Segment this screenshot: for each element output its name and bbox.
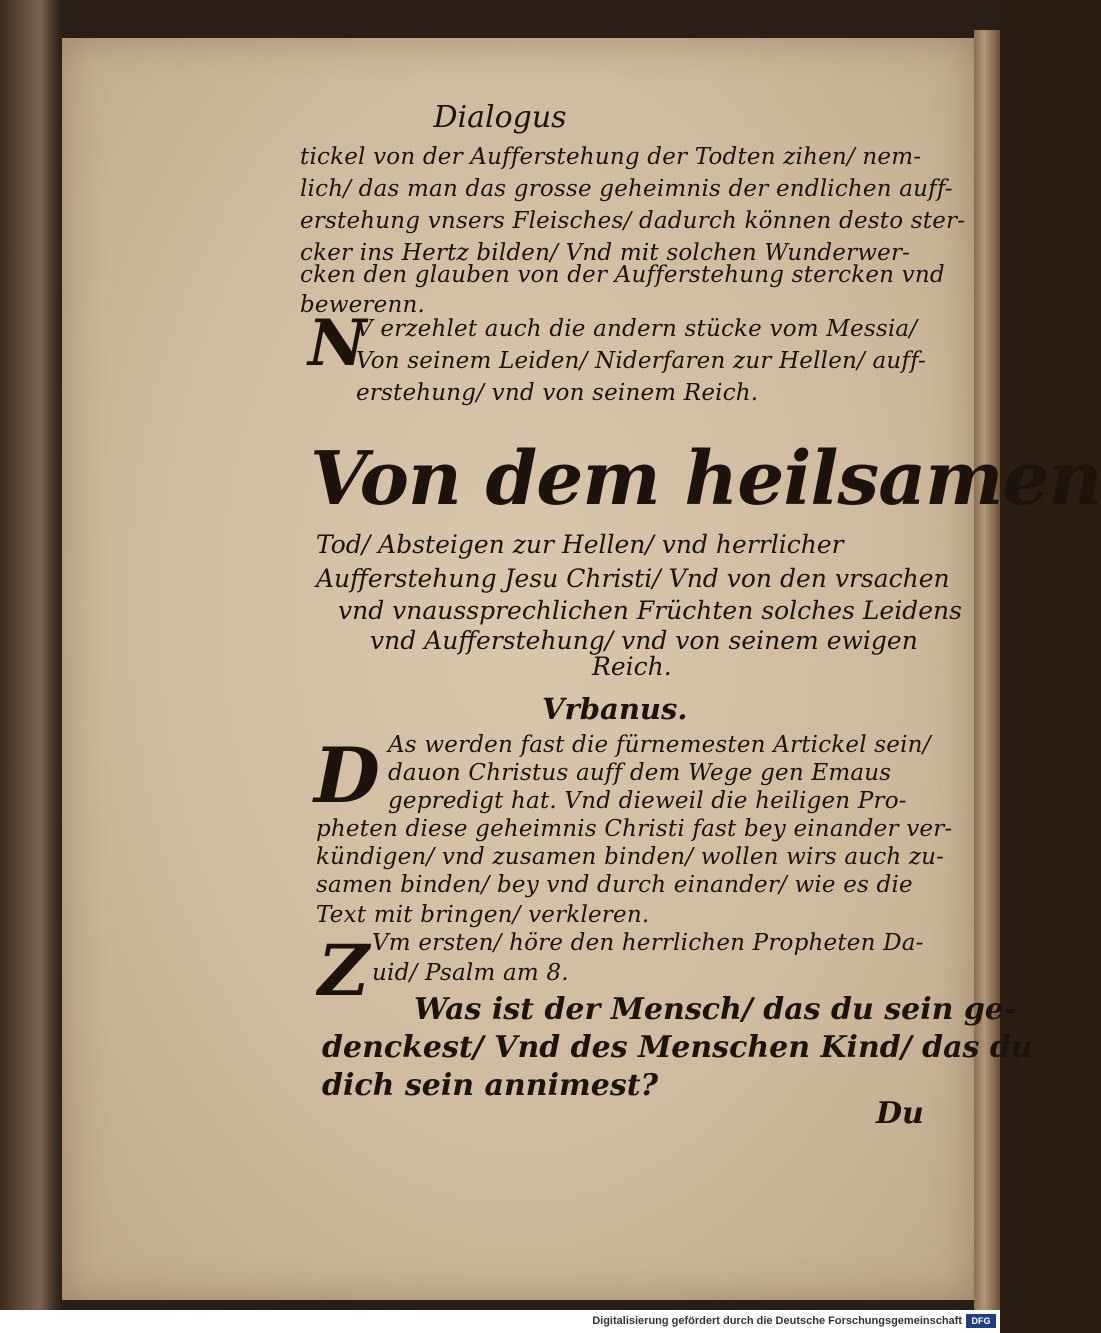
text-line: samen binden/ bey vnd durch einander/ wie es die bbox=[316, 872, 913, 898]
text-line: tickel von der Aufferstehung der Todten zihen/ nem- bbox=[300, 144, 922, 170]
text-line: Vm ersten/ höre den herrlichen Propheten Da- bbox=[372, 930, 924, 956]
subtitle-line: vnd Aufferstehung/ vnd von seinem ewigen bbox=[370, 626, 918, 655]
text-line: pheten diese geheimnis Christi fast bey einander ver- bbox=[316, 816, 953, 842]
subtitle-line: Reich. bbox=[592, 652, 672, 681]
footer-credit: Digitalisierung gefördert durch die Deutsche Forschungsgemeinschaft bbox=[592, 1315, 962, 1327]
text-line: Von seinem Leiden/ Niderfaren zur Hellen/ auff- bbox=[356, 348, 927, 374]
text-line: erstehung vnsers Fleisches/ dadurch können desto ster- bbox=[300, 208, 966, 234]
text-line: cker ins Hertz bilden/ Vnd mit solchen Wunderwer- bbox=[300, 240, 911, 266]
quote-line: Was ist der Mensch/ das du sein ge- bbox=[414, 992, 1017, 1027]
drop-cap: D bbox=[314, 731, 380, 820]
running-head: Dialogus bbox=[433, 100, 567, 135]
quote-line: dich sein annimest? bbox=[322, 1068, 659, 1103]
subtitle-line: Aufferstehung Jesu Christi/ Vnd von den vrsachen bbox=[316, 564, 950, 593]
drop-cap: Z bbox=[318, 929, 370, 1012]
drop-cap: N bbox=[308, 306, 367, 381]
text-line: bewerenn. bbox=[300, 292, 425, 318]
speaker-name: Vrbanus. bbox=[542, 692, 688, 726]
text-line: uid/ Psalm am 8. bbox=[372, 960, 569, 986]
section-title: Von dem heilsamen bbox=[310, 436, 1101, 522]
text-line: As werden fast die fürnemesten Artickel sein/ bbox=[388, 732, 931, 758]
subtitle-line: vnd vnaussprechlichen Früchten solches Leidens bbox=[338, 596, 962, 625]
dfg-logo-icon: DFG bbox=[966, 1314, 996, 1328]
text-line: gepredigt hat. Vnd dieweil die heiligen Pro- bbox=[388, 788, 907, 814]
text-line: cken den glauben von der Aufferstehung stercken vnd bbox=[300, 262, 945, 288]
quote-line: denckest/ Vnd des Menschen Kind/ das du bbox=[322, 1030, 1033, 1065]
footer-bar bbox=[0, 1310, 1000, 1333]
catchword: Du bbox=[876, 1096, 924, 1131]
text-line: kündigen/ vnd zusamen binden/ wollen wirs auch zu- bbox=[316, 844, 945, 870]
text-line: V erzehlet auch die andern stücke vom Messia/ bbox=[356, 316, 918, 342]
text-line: Text mit bringen/ verkleren. bbox=[316, 902, 650, 928]
text-line: erstehung/ vnd von seinem Reich. bbox=[356, 380, 759, 406]
text-line: lich/ das man das grosse geheimnis der endlichen auff- bbox=[300, 176, 953, 202]
text-line: dauon Christus auff dem Wege gen Emaus bbox=[388, 760, 892, 786]
subtitle-line: Tod/ Absteigen zur Hellen/ vnd herrlicher bbox=[316, 530, 844, 559]
book-edge bbox=[974, 30, 1000, 1310]
